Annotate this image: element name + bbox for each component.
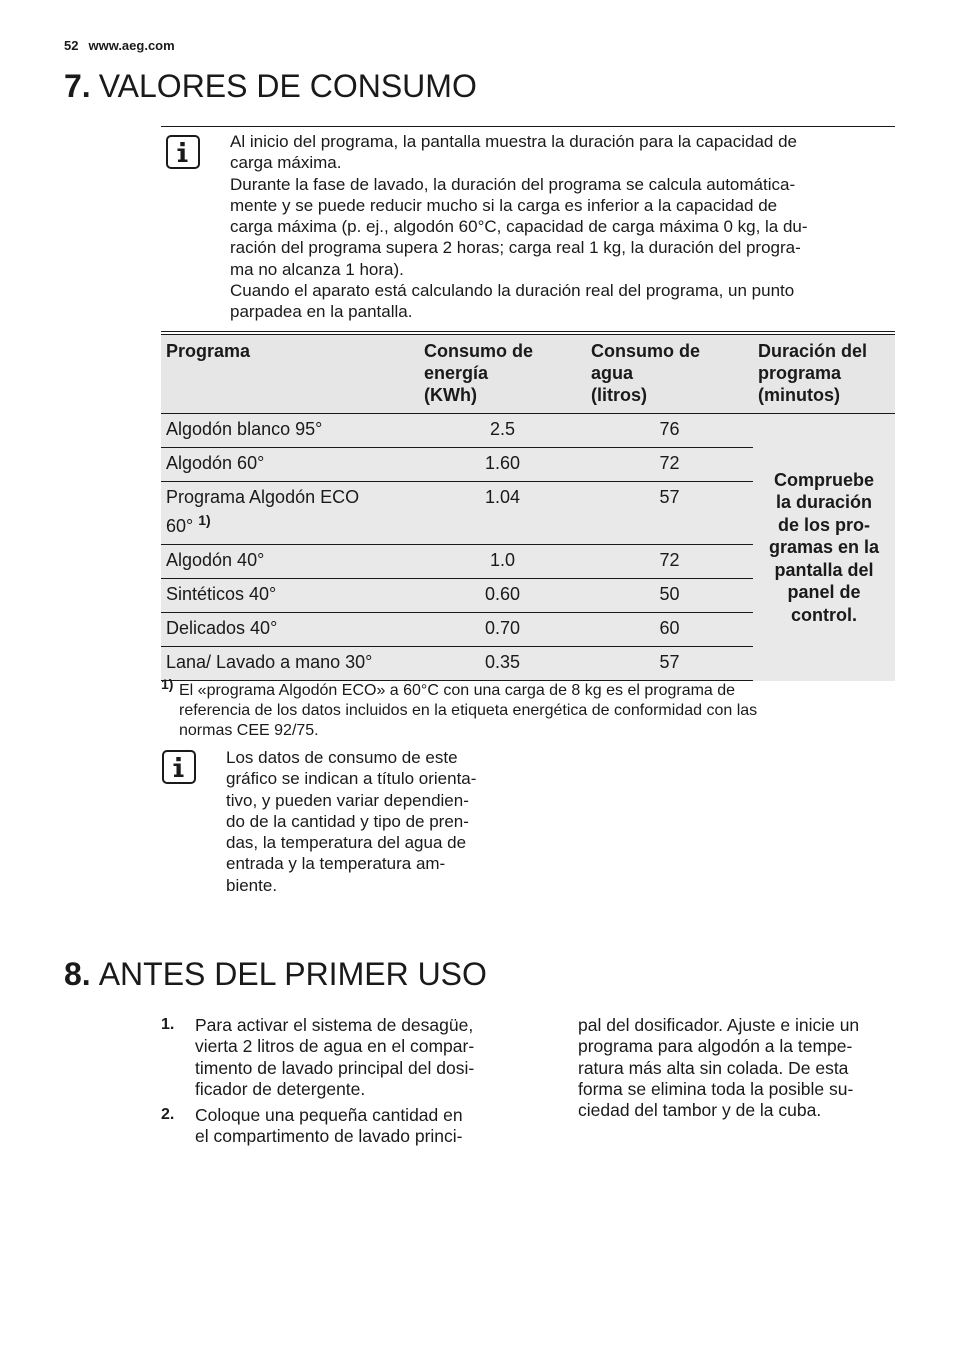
info-note [230, 131, 895, 323]
cell-program: Lana/ Lavado a mano 30° [161, 647, 419, 681]
cell-duration-note: Compruebe la duración de los pro- gramas en la pantalla del panel de control. [753, 414, 895, 681]
consumption-table [161, 334, 895, 681]
cell-energy: 1.0 [419, 545, 586, 579]
info-note-line: carga máxima (p. ej., algodón 60°C, capacidad de carga máxima 0 kg, la du- [230, 217, 808, 237]
info-icon [162, 750, 196, 784]
info-note-line: Durante la fase de lavado, la duración del programa se calcula automática- [230, 174, 796, 194]
step-2-text: Coloque una pequeña cantidad en el compartimento de lavado princi- [195, 1105, 463, 1147]
cell-water: 72 [586, 448, 753, 482]
step-number: 2. [161, 1106, 175, 1123]
cell-energy: 0.60 [419, 579, 586, 613]
footnote-marker: 1) [161, 676, 174, 692]
section-8-number: 8. [64, 956, 91, 992]
info-note-line: mente y se puede reducir mucho si la carga es inferior a la capacidad de [230, 195, 778, 215]
section-8-title [64, 956, 487, 993]
cell-program: Sintéticos 40° [161, 579, 419, 613]
cell-water: 76 [586, 414, 753, 448]
cell-program: Delicados 40° [161, 613, 419, 647]
cell-energy: 1.60 [419, 448, 586, 482]
col-header-program: Programa [161, 335, 419, 414]
info-note-2: Los datos de consumo de este gráfico se indican a título orienta- tivo, y pueden variar dependien- do de la cantidad y tipo de pren- das, la temperatura del agua de entrada y la temperatura am- biente. [226, 748, 477, 895]
col-header-duration: Duración del programa (minutos) [753, 335, 895, 414]
cell-energy: 2.5 [419, 414, 586, 448]
page-number: 52 [64, 38, 79, 53]
info-note-line: carga máxima. [230, 153, 342, 173]
cell-energy: 0.70 [419, 613, 586, 647]
info-note-line: parpadea en la pantalla. [230, 302, 413, 322]
info-note-line: Al inicio del programa, la pantalla muestra la duración para la capacidad de [230, 132, 798, 151]
table-row [161, 414, 895, 448]
info-icon [166, 135, 200, 169]
cell-program: Algodón 40° [161, 545, 419, 579]
cell-energy: 1.04 [419, 482, 586, 545]
col-header-energy: Consumo de energía (KWh) [419, 335, 586, 414]
section-7-heading: VALORES DE CONSUMO [98, 68, 477, 104]
cell-program: Programa Algodón ECO 60° $^{1)}$ [161, 482, 419, 545]
cell-water: 57 [586, 482, 753, 545]
section-7-title [64, 68, 477, 105]
site-url: www.aeg.com [88, 38, 175, 53]
footnote-ref: 1) [198, 512, 211, 528]
table-top-rule [161, 331, 895, 332]
table-header-row [161, 335, 895, 414]
col-header-water: Consumo de agua (litros) [586, 335, 753, 414]
section-7-number: 7. [64, 68, 91, 104]
cell-program: Algodón blanco 95° [161, 414, 419, 448]
info-note-line: ración del programa supera 2 horas; carga real 1 kg, la duración del progra- [230, 238, 801, 258]
cell-water: 57 [586, 647, 753, 681]
footnote-text: El «programa Algodón ECO» a 60°C con una carga de 8 kg es el programa de referencia de los datos incluidos en la etiqueta energética de conformidad con las normas CEE 92/75. [179, 682, 758, 739]
cell-energy: 0.35 [419, 647, 586, 681]
info-note-line: ma no alcanza 1 hora). [230, 259, 404, 279]
cell-water: 60 [586, 613, 753, 647]
cell-water: 72 [586, 545, 753, 579]
step-2-continuation: pal del dosificador. Ajuste e inicie un programa para algodón a la tempe- ratura más alta sin colada. De esta forma se elimina toda la posible su- ciedad del tambor y de la cuba. [578, 1015, 860, 1121]
cell-water: 50 [586, 579, 753, 613]
section-8-heading: ANTES DEL PRIMER USO [98, 956, 487, 992]
page-header [64, 38, 175, 53]
step-1-text: Para activar el sistema de desagüe, vierta 2 litros de agua en el compar- timento de lavado principal del dosi- ficador de detergente. [195, 1015, 475, 1099]
info-note-line: Cuando el aparato está calculando la duración real del programa, un punto [230, 281, 795, 301]
note-top-rule [161, 126, 895, 127]
cell-program: Algodón 60° [161, 448, 419, 482]
step-number: 1. [161, 1016, 175, 1033]
